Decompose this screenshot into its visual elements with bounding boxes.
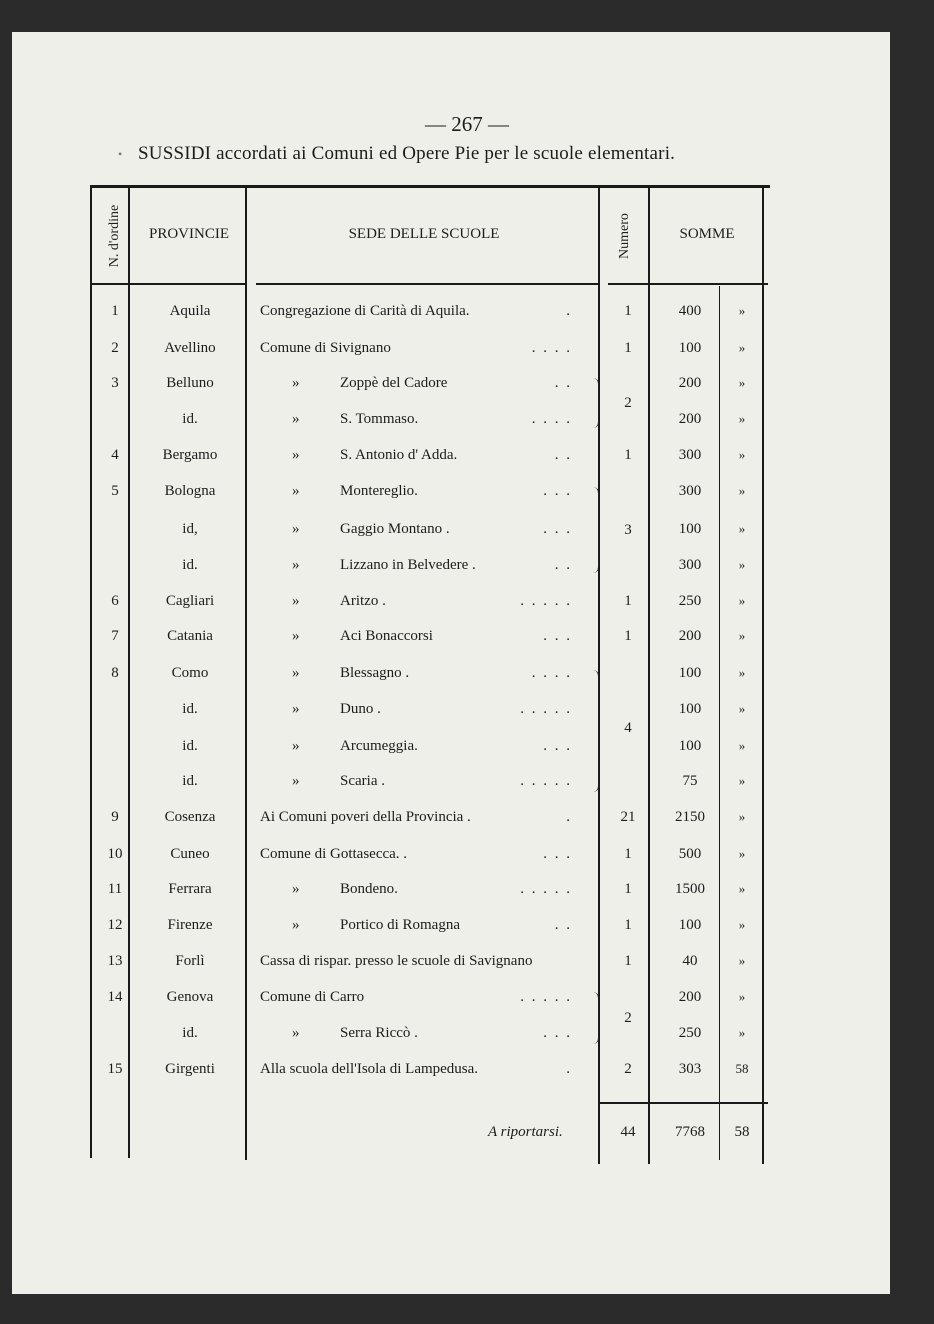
header-somme: SOMME [679,226,735,242]
row-province: Bergamo [162,447,218,463]
row-somma: 300 [678,447,702,463]
row-sede: Ai Comuni poveri della Provincia . [260,809,471,825]
row-province: Genova [166,989,214,1005]
row-somma: 300 [678,483,702,499]
row-province: Firenze [167,917,213,933]
group-brace [593,670,599,792]
col-border-3 [245,188,247,1160]
row-province: Cosenza [164,809,216,825]
row-somma: 300 [678,557,702,573]
row-numero: 4 [624,720,632,736]
ditto-mark: » [292,917,300,933]
ditto-mark: » [292,881,300,897]
row-numero: 2 [624,1010,632,1026]
row-cent: » [738,917,746,932]
ditto-mark: » [292,701,300,717]
row-cent: » [738,593,746,608]
row-cent: 58 [735,1061,749,1076]
group-brace [593,992,599,1044]
row-province: Avellino [164,340,216,356]
row-cent: » [738,846,746,861]
row-number: 9 [111,809,119,825]
ditto-mark: » [292,411,300,427]
row-cent: » [738,521,746,536]
row-province: id. [182,1025,198,1041]
row-province: id, [182,521,198,537]
row-province: Aquila [169,303,211,319]
row-province: Ferrara [168,881,212,897]
row-cent: » [738,447,746,462]
row-number: 14 [107,989,123,1005]
dot-leader: . . . [543,483,572,499]
row-cent: » [738,340,746,355]
row-sede: Lizzano in Belvedere . [340,557,476,573]
dot-leader: . . . [543,846,572,862]
row-province: Girgenti [165,1061,215,1077]
header-sede: SEDE DELLE SCUOLE [348,226,500,242]
row-somma: 200 [678,628,702,644]
row-sede: Comune di Gottasecca. . [260,846,408,862]
row-number: 5 [111,483,119,499]
row-sede: Montereglio. [340,483,418,499]
row-number: 6 [111,593,119,609]
header-province: PROVINCIE [148,226,229,242]
row-somma: 100 [678,521,702,537]
row-sede: Comune di Sivignano [260,340,391,356]
dot-leader: . . [554,375,572,391]
row-sede: Cassa di rispar. presso le scuole di Savignano [260,953,533,969]
row-somma: 250 [678,1025,702,1041]
row-somma: 75 [682,773,698,789]
dot-leader: . . . . [531,340,572,356]
row-cent: » [738,628,746,643]
ditto-mark: » [292,447,300,463]
ditto-mark: » [292,521,300,537]
row-numero: 1 [624,303,632,319]
row-numero: 2 [624,395,632,411]
header-rule-right [608,283,768,285]
row-numero: 1 [624,917,632,933]
dot-leader: . . . [543,521,572,537]
row-sede: Duno . [340,701,381,717]
col-border-5 [648,188,650,1164]
dot-leader: . . . [543,738,572,754]
row-province: id. [182,701,198,717]
row-province: Forlì [175,953,205,969]
ditto-mark: » [292,483,300,499]
ditto-mark: » [292,665,300,681]
row-province: Catania [167,628,213,644]
page-title: SUSSIDI accordati ai Comuni ed Opere Pie per le scuole elementari. [138,143,676,164]
dot-leader: . [566,1061,572,1077]
row-cent: » [738,738,746,753]
header-rule-mid [256,283,600,285]
ditto-mark: » [292,738,300,754]
row-number: 3 [111,375,119,391]
ditto-mark: » [292,375,300,391]
row-cent: » [738,1025,746,1040]
col-border-7 [762,188,764,1164]
dot-leader: . [566,303,572,319]
row-province: Cuneo [170,846,210,862]
dot-leader: . . [554,557,572,573]
row-somma: 250 [678,593,702,609]
row-sede: Arcumeggia. [340,738,418,754]
header-n-ordine: N. d'ordine [107,204,122,268]
dot-leader: . . [554,447,572,463]
row-sede: Aritzo . [340,593,386,609]
ditto-mark: » [292,628,300,644]
dot-leader: . . . [543,1025,572,1041]
totals-rule [598,1102,768,1104]
dot-leader: . . . . . [520,881,572,897]
header-rule-left [90,283,245,285]
row-cent: » [738,881,746,896]
totals-cent: 58 [734,1124,750,1140]
row-somma: 200 [678,411,702,427]
row-cent: » [738,701,746,716]
row-numero: 1 [624,953,632,969]
row-numero: 3 [624,522,632,538]
ditto-mark: » [292,557,300,573]
row-cent: » [738,411,746,426]
row-cent: » [738,809,746,824]
row-somma: 100 [678,738,702,754]
row-numero: 1 [624,340,632,356]
totals-label: A riportarsi. [488,1124,563,1140]
row-number: 11 [107,881,123,897]
row-somma: 200 [678,989,702,1005]
row-cent: » [738,773,746,788]
dot-leader: . . [554,917,572,933]
table-top-rule [90,185,770,188]
row-number: 12 [107,917,123,933]
row-cent: » [738,557,746,572]
dot-leader: . . . . . [520,701,572,717]
dot-leader: . . . . . [520,593,572,609]
ditto-mark: » [292,773,300,789]
totals-somma: 7768 [675,1124,705,1140]
header-numero: Numero [617,213,632,259]
row-number: 8 [111,665,119,681]
row-sede: Scaria . [340,773,385,789]
row-number: 2 [111,340,119,356]
row-province: id. [182,738,198,754]
page-number: — 267 — [425,112,509,136]
row-province: id. [182,557,198,573]
row-numero: 1 [624,447,632,463]
row-somma: 2150 [675,809,705,825]
document-page [12,32,890,1294]
dot-leader: . . . [543,628,572,644]
row-sede: S. Antonio d' Adda. [340,447,458,463]
row-sede: Aci Bonaccorsi [340,628,433,644]
row-cent: » [738,375,746,390]
row-province: id. [182,411,198,427]
row-somma: 100 [678,917,702,933]
row-sede: Comune di Carro [260,989,365,1005]
row-sede: Gaggio Montano . [340,521,450,537]
totals-numero: 44 [620,1124,636,1140]
row-numero: 1 [624,628,632,644]
dot-leader: . . . . [531,665,572,681]
row-number: 10 [107,846,123,862]
row-province: id. [182,773,198,789]
row-cent: » [738,953,746,968]
dot-leader: . . . . [531,411,572,427]
row-cent: » [738,989,746,1004]
row-province: Como [171,665,209,681]
row-number: 1 [111,303,119,319]
row-numero: 1 [624,593,632,609]
row-cent: » [738,303,746,318]
row-sede: Blessagno . [340,665,410,681]
row-sede: Bondeno. [340,881,398,897]
row-number: 7 [111,628,119,644]
row-somma: 303 [678,1061,702,1077]
row-sede: Zoppè del Cadore [340,375,448,391]
row-cent: » [738,483,746,498]
row-somma: 1500 [675,881,705,897]
row-number: 13 [107,953,123,969]
row-somma: 100 [678,340,702,356]
row-numero: 2 [624,1061,632,1077]
row-somma: 100 [678,701,702,717]
row-province: Belluno [166,375,214,391]
dot-leader: . . . . . [520,989,572,1005]
group-brace [593,487,599,573]
row-province: Bologna [164,483,216,499]
ditto-mark: » [292,593,300,609]
row-sede: Serra Riccò . [340,1025,418,1041]
row-somma: 200 [678,375,702,391]
ditto-mark: » [292,1025,300,1041]
bullet-mark: • [118,147,123,161]
row-numero: 1 [624,881,632,897]
row-number: 4 [111,447,119,463]
row-somma: 400 [678,303,702,319]
row-sede: Congregazione di Carità di Aquila. [260,303,470,319]
row-sede: S. Tommaso. [340,411,419,427]
row-somma: 500 [678,846,702,862]
row-numero: 21 [620,809,636,825]
row-numero: 1 [624,846,632,862]
row-sede: Portico di Romagna [340,917,460,933]
row-cent: » [738,665,746,680]
group-brace [593,378,599,428]
row-somma: 40 [682,953,698,969]
row-province: Cagliari [165,593,215,609]
dot-leader: . . . . . [520,773,572,789]
dot-leader: . [566,809,572,825]
row-somma: 100 [678,665,702,681]
row-sede: Alla scuola dell'Isola di Lampedusa. [260,1061,479,1077]
row-number: 15 [107,1061,123,1077]
